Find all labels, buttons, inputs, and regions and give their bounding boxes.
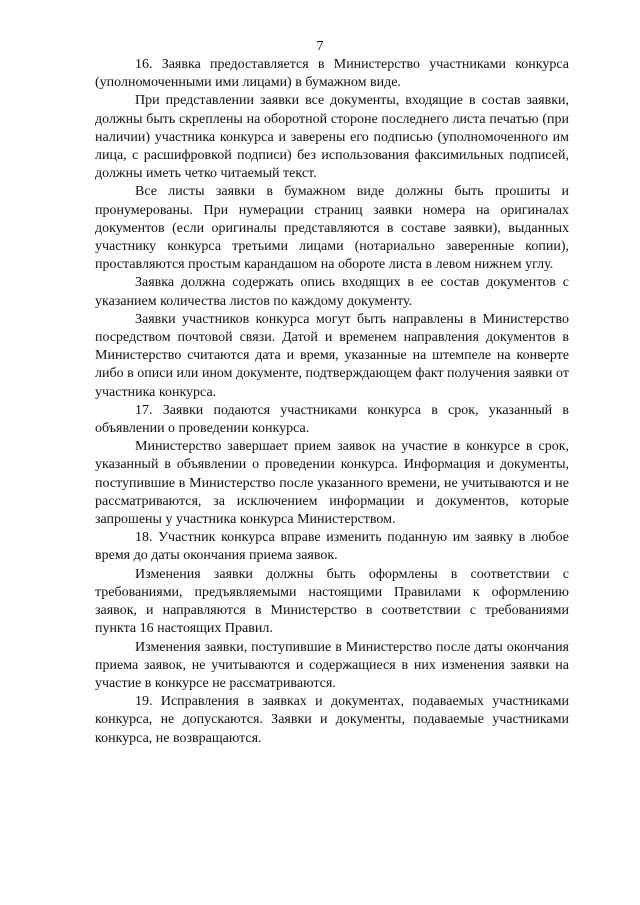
paragraph-17-deadline: Министерство завершает прием заявок на участие в конкурсе в срок, указанный в объявлении о проведении конкурса. Информация и документы, поступившие в Министерство после указанного времени, не учитываются и не рассматриваются, за исключением информации и документов, которые запрошены у участника конкурса Министерством. [95,439,569,528]
page-number: 7 [316,39,324,54]
paragraph-17: 17. Заявки подаются участниками конкурса в срок, указанный в объявлении о проведении конкурса. [95,402,569,437]
paragraph-16: 16. Заявка предоставляется в Министерство участниками конкурса (уполномоченными ими лицами) в бумажном виде. [95,57,569,91]
paragraph-18: 18. Участник конкурса вправе изменить поданную им заявку в любое время до даты окончания приема заявок. [95,530,569,564]
paragraph-16-signature: При представлении заявки все документы, входящие в состав заявки, должны быть скреплены на оборотной стороне последнего листа печатью (при наличии) участника конкурса и заверены его подписью (уполномоченного им лица, с расшифровкой подписи) без использования факсимильных подписей, должны иметь четко читаемый текст. [95,93,569,182]
paragraph-16-inventory: Заявка должна содержать опись входящих в ее состав документов с указанием количества листов по каждому документу. [95,275,569,309]
paragraph-16-numbering: Все листы заявки в бумажном виде должны быть прошиты и пронумерованы. При нумерации страниц заявки номера на оригиналах документов (если оригиналы представляются в составе заявки), выданных участнику конкурса третьими лицами (нотариально заверенные копии), проставляются простым карандашом на обороте листа в левом нижнем углу. [95,184,569,273]
paragraph-19: 19. Исправления в заявках и документах, подаваемых участниками конкурса, не допускаются. Заявки и документы, подаваемые участниками конкурса, не возвращаются. [95,694,569,746]
paragraph-16-mail: Заявки участников конкурса могут быть направлены в Министерство посредством почтовой связи. Датой и временем направления документов в Министерство считаются дата и время, указанные на штемпеле на конверте либо в описи или ином документе, подтверждающем факт получения заявки от участника конкурса. [95,311,569,400]
document-body [95,56,569,748]
paragraph-18-format: Изменения заявки должны быть оформлены в соответствии с требованиями, предъявляемыми настоящими Правилами к оформлению заявок, и направляются в Министерство в соответствии с требованиями пункта 16 настоящих Правил. [95,566,569,637]
paragraph-18-late-changes: Изменения заявки, поступившие в Министерство после даты окончания приема заявок, не учитываются и содержащиеся в них изменения заявки на участие в конкурсе не рассматриваются. [95,639,569,691]
